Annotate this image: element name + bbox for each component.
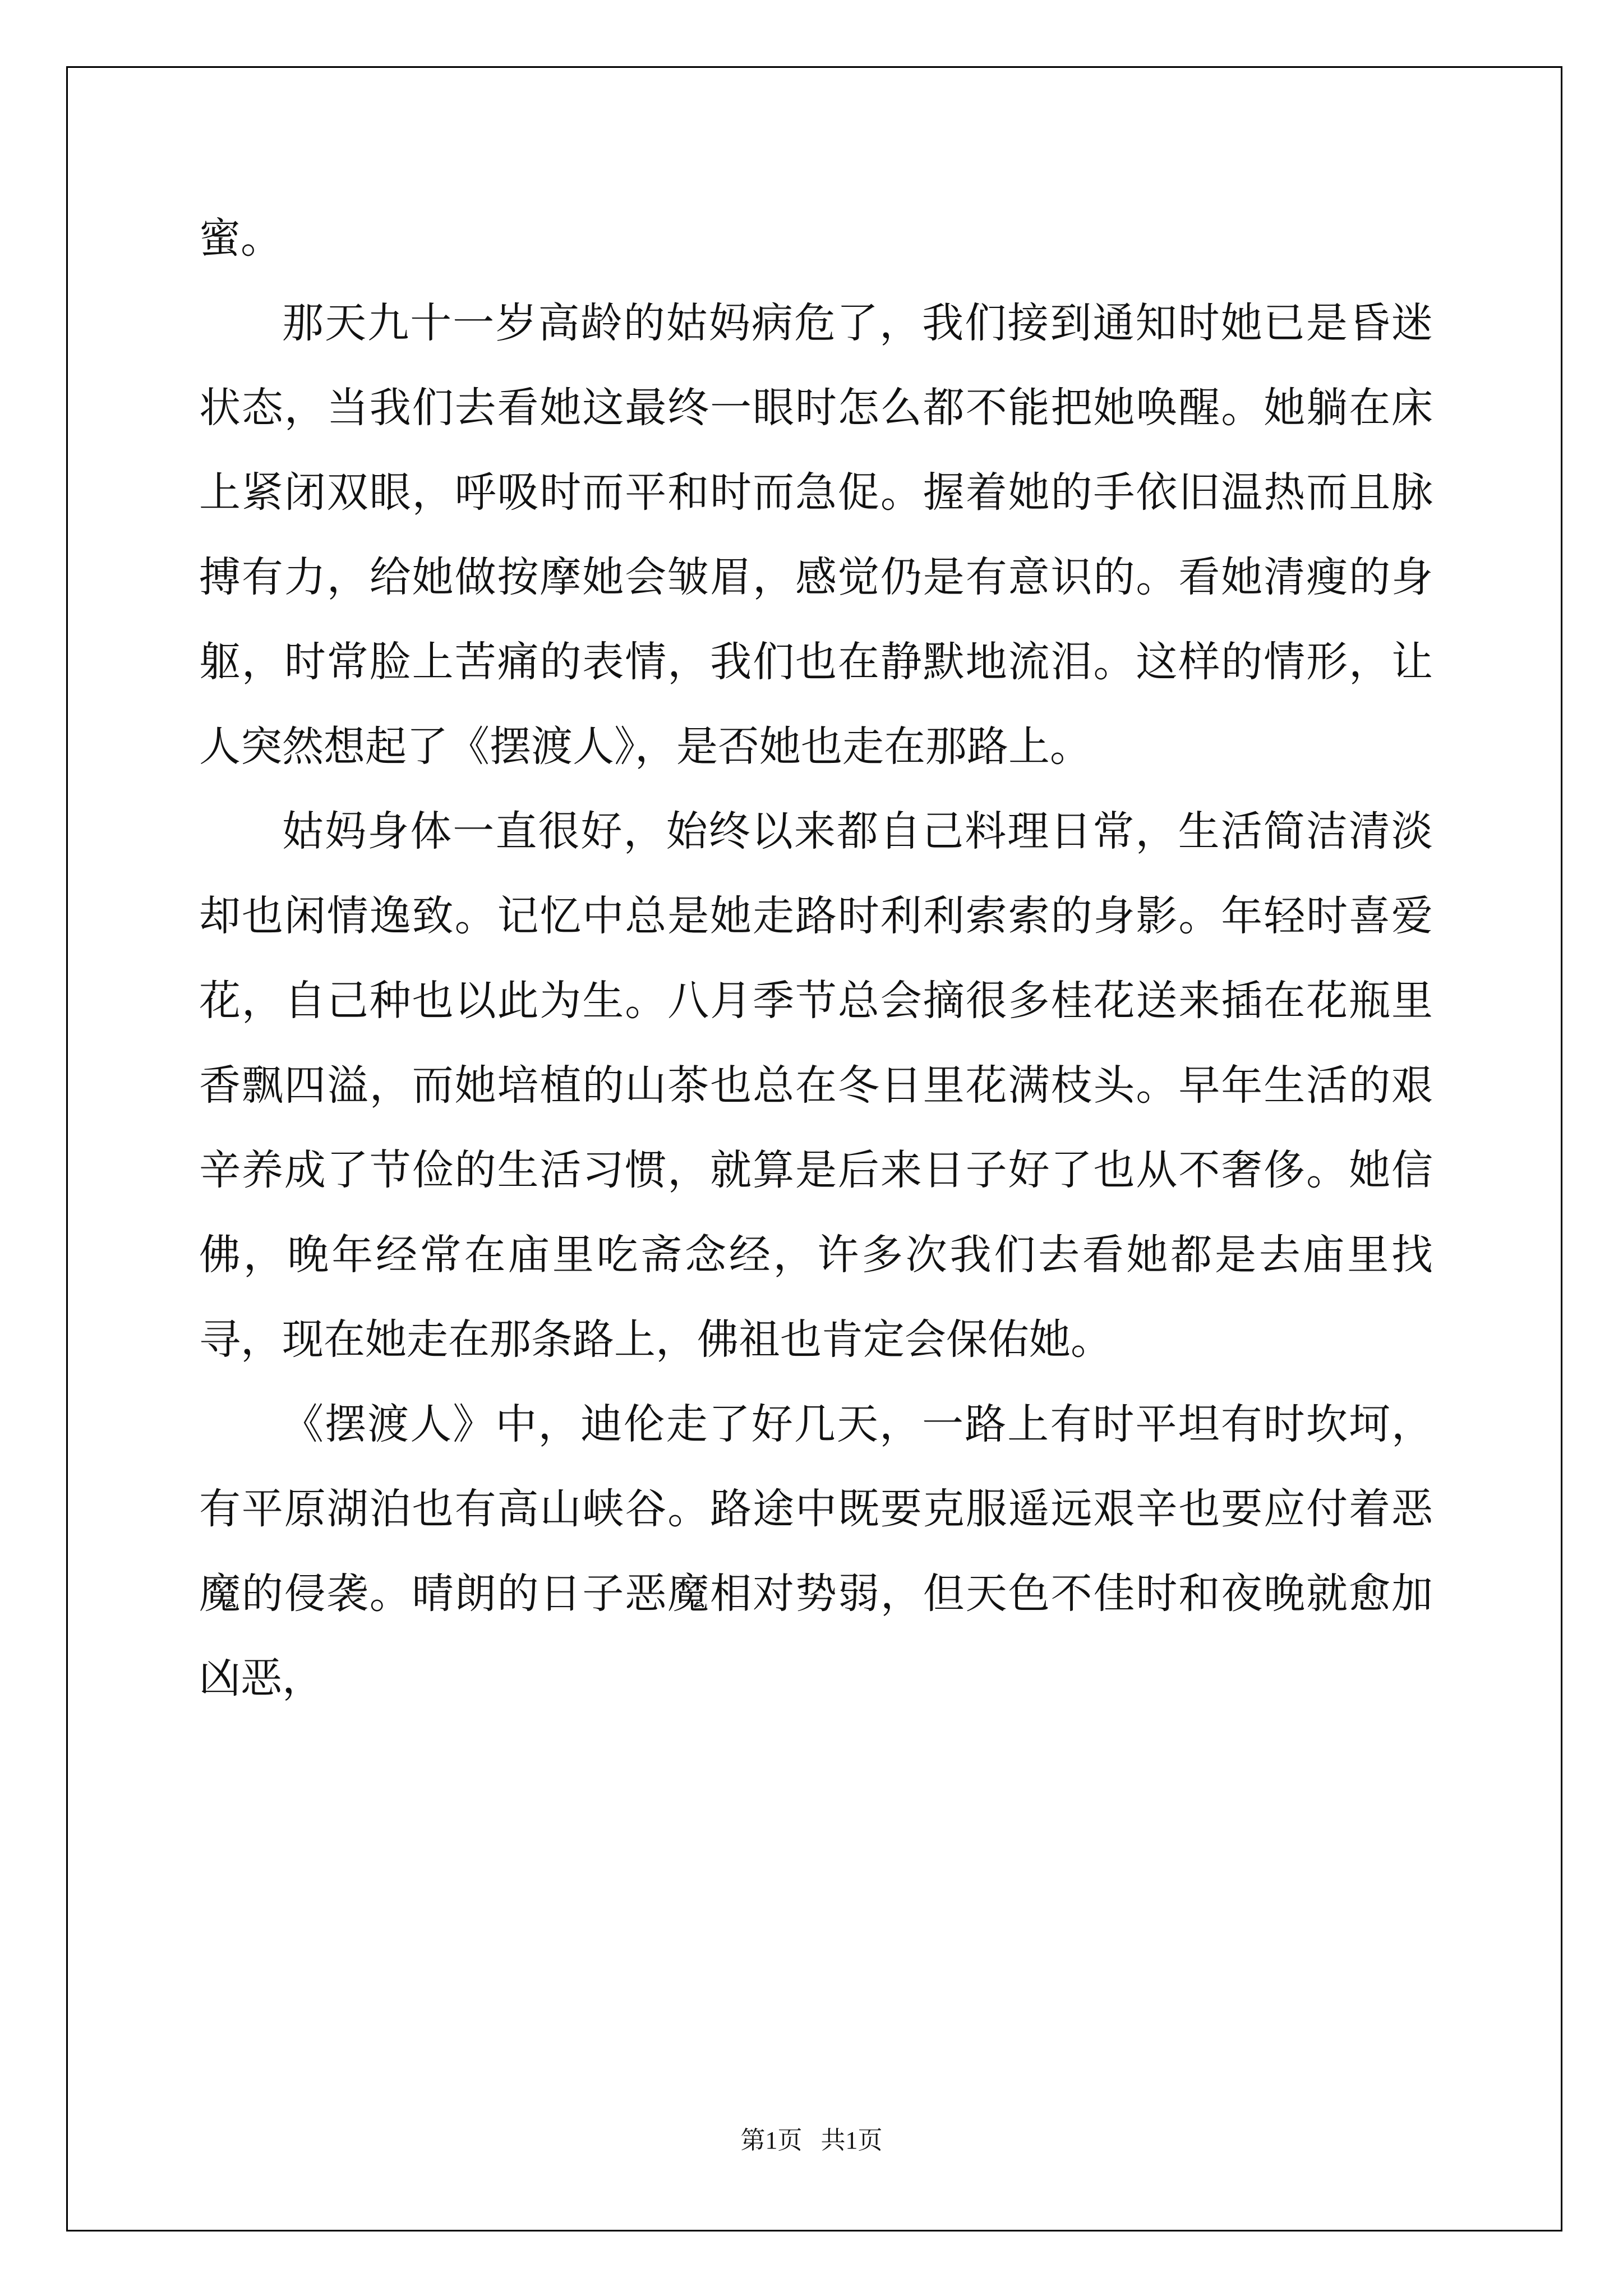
footer-gap (803, 2127, 821, 2154)
page-number: 第1页 (740, 2127, 803, 2154)
page-footer (0, 2124, 1623, 2157)
paragraph-1: 蜜。 (199, 214, 282, 263)
paragraph-3: 姑妈身体一直很好，始终以来都自己料理日常，生活简洁清淡却也闲情逸致。记忆中总是她走路时利利索索的身影。年轻时喜爱花，自己种也以此为生。八月季节总会摘很多桂花送来插在花瓶里香飘四溢，而她培植的山茶也总在冬日里花满枝头。早年生活的艰辛养成了节俭的生活习惯，就算是后来日子好了也从不奢侈。她信佛，晚年经常在庙里吃斋念经，许多次我们去看她都是去庙里找寻，现在她走在那条路上，佛祖也肯定会保佑她。 (199, 807, 1433, 1364)
paragraph-4: 《摆渡人》中，迪伦走了好几天，一路上有时平坦有时坎坷，有平原湖泊也有高山峡谷。路途中既要克服遥远艰辛也要应付着恶魔的侵袭。晴朗的日子恶魔相对势弱，但天色不佳时和夜晚就愈加凶恶， (199, 1400, 1433, 1703)
paragraph-2: 那天九十一岁高龄的姑妈病危了，我们接到通知时她已是昏迷状态，当我们去看她这最终一眼时怎么都不能把她唤醒。她躺在床上紧闭双眼，呼吸时而平和时而急促。握着她的手依旧温热而且脉搏有力，给她做按摩她会皱眉，感觉仍是有意识的。看她清瘦的身躯，时常脸上苦痛的表情，我们也在静默地流泪。这样的情形，让人突然想起了《摆渡人》，是否她也走在那路上。 (199, 299, 1433, 771)
document-body (199, 196, 1433, 1721)
page-total: 共1页 (820, 2127, 883, 2154)
